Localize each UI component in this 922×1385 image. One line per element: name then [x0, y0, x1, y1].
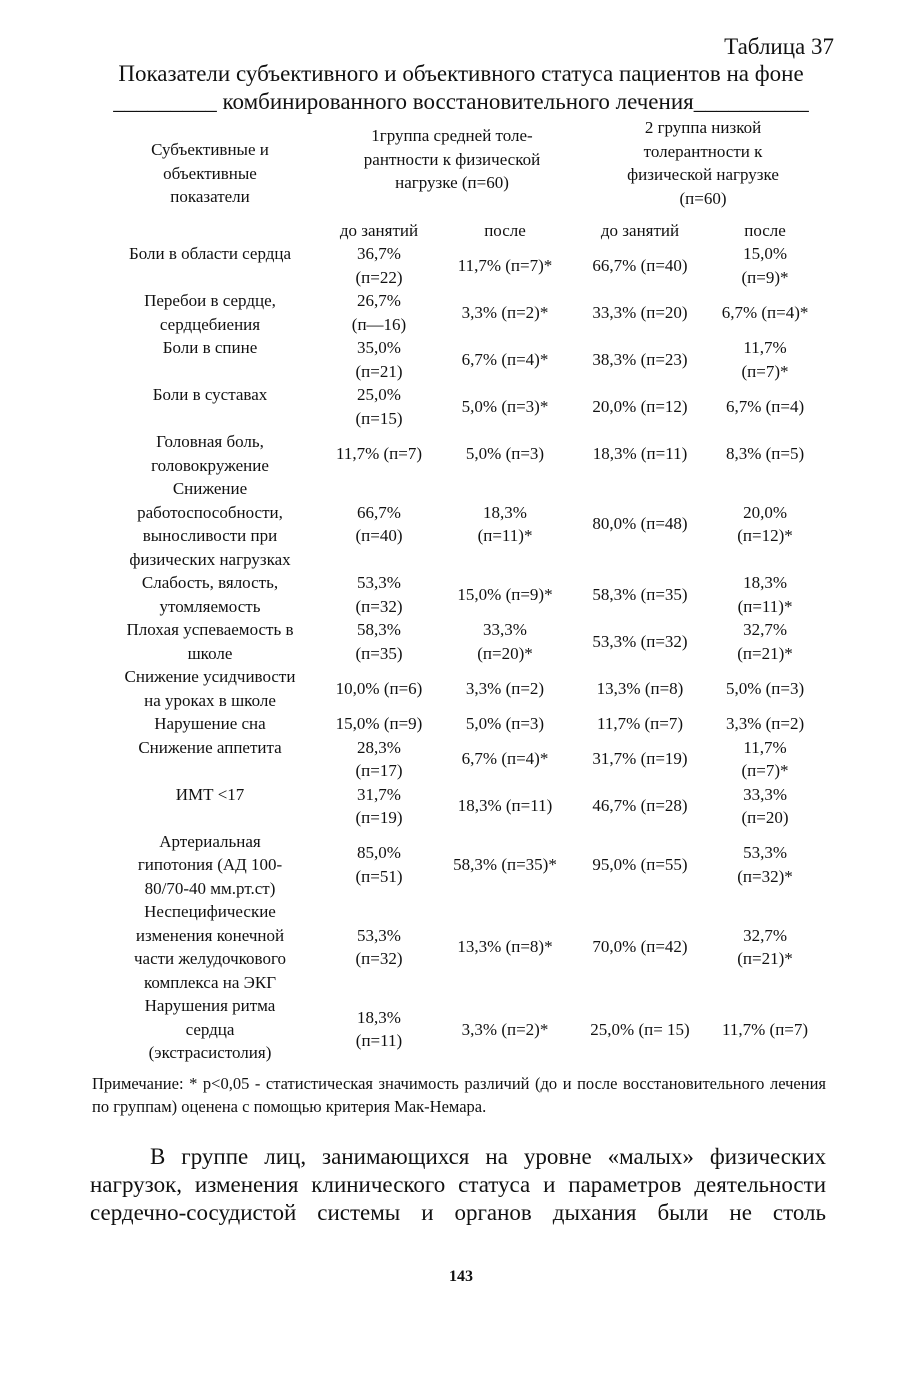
cell-g1-after: 5,0% (п=3) [465, 714, 545, 733]
cell-g2-before: 66,7% (п=40) [592, 255, 688, 275]
row-indicator: ИМТ <17 [175, 784, 245, 804]
cell-g1-after: 6,7% (п=4)* [461, 349, 549, 369]
status-table [94, 116, 828, 1065]
row-indicator: Боли в области сердца [128, 244, 292, 263]
cell-g1-after: 3,3% (п=2)* [461, 302, 549, 322]
cell-g1-before: 11,7% (п=7) [335, 443, 423, 463]
cell-g2-after: 11,7% (п=7) [722, 1019, 809, 1039]
cell-g1-before: 15,0% (п=9) [335, 714, 423, 733]
cell-g2-after: 6,7% (п=4) [725, 396, 805, 416]
row-indicator: Боли в спине [162, 338, 258, 357]
cell-g2-before: 58,3% (п=35) [592, 584, 688, 604]
cell-g1-after: 3,3% (п=2)* [461, 1019, 549, 1039]
table-row [94, 900, 828, 994]
row-indicator: Снижение усидчивости на уроках в школе [124, 667, 296, 710]
row-indicator: Снижение аппетита [138, 737, 282, 757]
row-indicator: Нарушения ритма сердца (экстрасистолия) [144, 996, 276, 1062]
row-indicator: Нарушение сна [154, 714, 266, 733]
table-row [94, 830, 828, 901]
header-indicator: Субъективные и объективные показатели [151, 140, 269, 206]
header-group1: 1группа средней толе- рантности к физической нагрузке (п=60) [363, 126, 541, 192]
cell-g2-before: 70,0% (п=42) [592, 937, 688, 957]
cell-g2-after: 33,3% (п=20) [741, 784, 789, 827]
body-paragraph: В группе лиц, занимающихся на уровне «малых» физических нагрузок, изменения клинического статуса и параметров деятельности сердечно-сосудистой системы и органов дыхания были не столь [90, 1144, 826, 1225]
table-row [94, 289, 828, 336]
cell-g1-after: 33,3% (п=20)* [477, 620, 533, 663]
table-caption-line2: _________ комбинированного восстановительного лечения__________ [113, 89, 809, 114]
cell-g2-before: 46,7% (п=28) [592, 796, 688, 816]
cell-g2-before: 33,3% (п=20) [592, 302, 688, 322]
cell-g2-after: 32,7% (п=21)* [737, 620, 793, 663]
cell-g2-before: 18,3% (п=11) [592, 443, 688, 463]
cell-g2-before: 31,7% (п=19) [592, 749, 688, 769]
header-g2-before: до занятий [600, 220, 680, 240]
row-indicator: Неспецифические изменения конечной части желудочкового комплекса на ЭКГ [133, 902, 286, 992]
cell-g2-after: 32,7% (п=21)* [737, 925, 793, 968]
cell-g1-after: 6,7% (п=4)* [461, 749, 549, 769]
cell-g1-before: 26,7% (п—16) [351, 291, 407, 334]
table-row [94, 336, 828, 383]
cell-g1-after: 5,0% (п=3) [465, 443, 545, 463]
cell-g2-after: 8,3% (п=5) [725, 443, 805, 463]
cell-g2-before: 13,3% (п=8) [596, 678, 684, 698]
cell-g2-after: 5,0% (п=3) [725, 678, 805, 698]
cell-g1-after: 3,3% (п=2) [465, 678, 545, 698]
cell-g2-after: 53,3% (п=32)* [737, 843, 793, 886]
table-row [94, 994, 828, 1065]
cell-g2-after: 18,3% (п=11)* [737, 573, 793, 616]
cell-g1-after: 58,3% (п=35)* [453, 855, 557, 874]
table-row [94, 783, 828, 830]
table-row [94, 477, 828, 571]
cell-g1-before: 18,3% (п=11) [355, 1007, 403, 1051]
cell-g1-after: 18,3% (п=11) [457, 796, 553, 816]
row-indicator: Слабость, вялость, утомляемость [141, 573, 279, 616]
cell-g1-after: 15,0% (п=9)* [457, 584, 553, 604]
table-label: Таблица 37 [724, 34, 834, 59]
cell-g1-after: 18,3% (п=11)* [477, 502, 533, 545]
cell-g1-before: 10,0% (п=6) [335, 678, 423, 698]
header-g2-after: после [744, 220, 786, 240]
row-indicator: Боли в суставах [152, 385, 268, 404]
cell-g1-after: 11,7% (п=7)* [457, 255, 553, 275]
cell-g1-after: 5,0% (п=3)* [461, 396, 549, 416]
table-body [94, 242, 828, 1065]
table-row [94, 571, 828, 618]
row-indicator: Головная боль, головокружение [151, 432, 269, 475]
table-footnote: Примечание: * р<0,05 - статистическая значимость различий (до и после восстановительного лечения по группам) оценена с помощью критерия Мак-Немара. [92, 1074, 826, 1116]
cell-g1-before: 85,0% (п=51) [355, 843, 403, 886]
row-indicator: Плохая успеваемость в школе [126, 620, 294, 663]
cell-g2-before: 20,0% (п=12) [592, 396, 688, 416]
cell-g2-before: 38,3% (п=23) [592, 349, 688, 369]
page-number: 143 [449, 1268, 473, 1285]
table-row [94, 736, 828, 783]
cell-g2-after: 3,3% (п=2) [725, 714, 805, 733]
cell-g1-before: 25,0% (п=15) [355, 385, 403, 428]
cell-g1-before: 35,0% (п=21) [355, 338, 403, 381]
cell-g1-before: 36,7% (п=22) [355, 244, 403, 287]
cell-g2-after: 20,0% (п=12)* [737, 502, 793, 545]
cell-g2-before: 11,7% (п=7) [596, 714, 684, 733]
cell-g2-before: 53,3% (п=32) [592, 631, 688, 651]
table-row [94, 242, 828, 289]
cell-g2-after: 11,7% (п=7)* [741, 338, 789, 381]
header-g1-after: после [484, 220, 526, 240]
data-table-container [94, 116, 828, 1065]
cell-g1-after: 13,3% (п=8)* [457, 937, 553, 957]
row-indicator: Снижение работоспособности, выносливости при физических нагрузках [129, 479, 291, 569]
cell-g1-before: 66,7% (п=40) [355, 502, 403, 545]
table-row [94, 665, 828, 712]
table-row [94, 430, 828, 477]
cell-g2-before: 95,0% (п=55) [592, 855, 688, 874]
cell-g2-before: 80,0% (п=48) [592, 514, 688, 534]
table-row [94, 618, 828, 665]
table-caption-line1: Показатели субъективного и объективного статуса пациентов на фоне [118, 61, 804, 86]
cell-g1-before: 53,3% (п=32) [355, 925, 403, 968]
table-row [94, 383, 828, 430]
cell-g1-before: 28,3% (п=17) [355, 737, 403, 780]
row-indicator: Артериальная гипотония (АД 100- 80/70-40 мм.рт.ст) [137, 831, 283, 898]
table-row [94, 712, 828, 736]
cell-g2-before: 25,0% (п= 15) [590, 1019, 690, 1039]
row-indicator: Перебои в сердце, сердцебиения [144, 291, 276, 334]
header-g1-before: до занятий [339, 220, 419, 240]
cell-g1-before: 53,3% (п=32) [355, 573, 403, 616]
cell-g1-before: 31,7% (п=19) [355, 784, 403, 827]
cell-g2-after: 11,7% (п=7)* [741, 737, 789, 780]
cell-g1-before: 58,3% (п=35) [355, 620, 403, 663]
cell-g2-after: 15,0% (п=9)* [741, 244, 789, 287]
header-group2: 2 группа низкой толерантности к физической нагрузке (п=60) [627, 118, 779, 208]
cell-g2-after: 6,7% (п=4)* [721, 302, 809, 322]
